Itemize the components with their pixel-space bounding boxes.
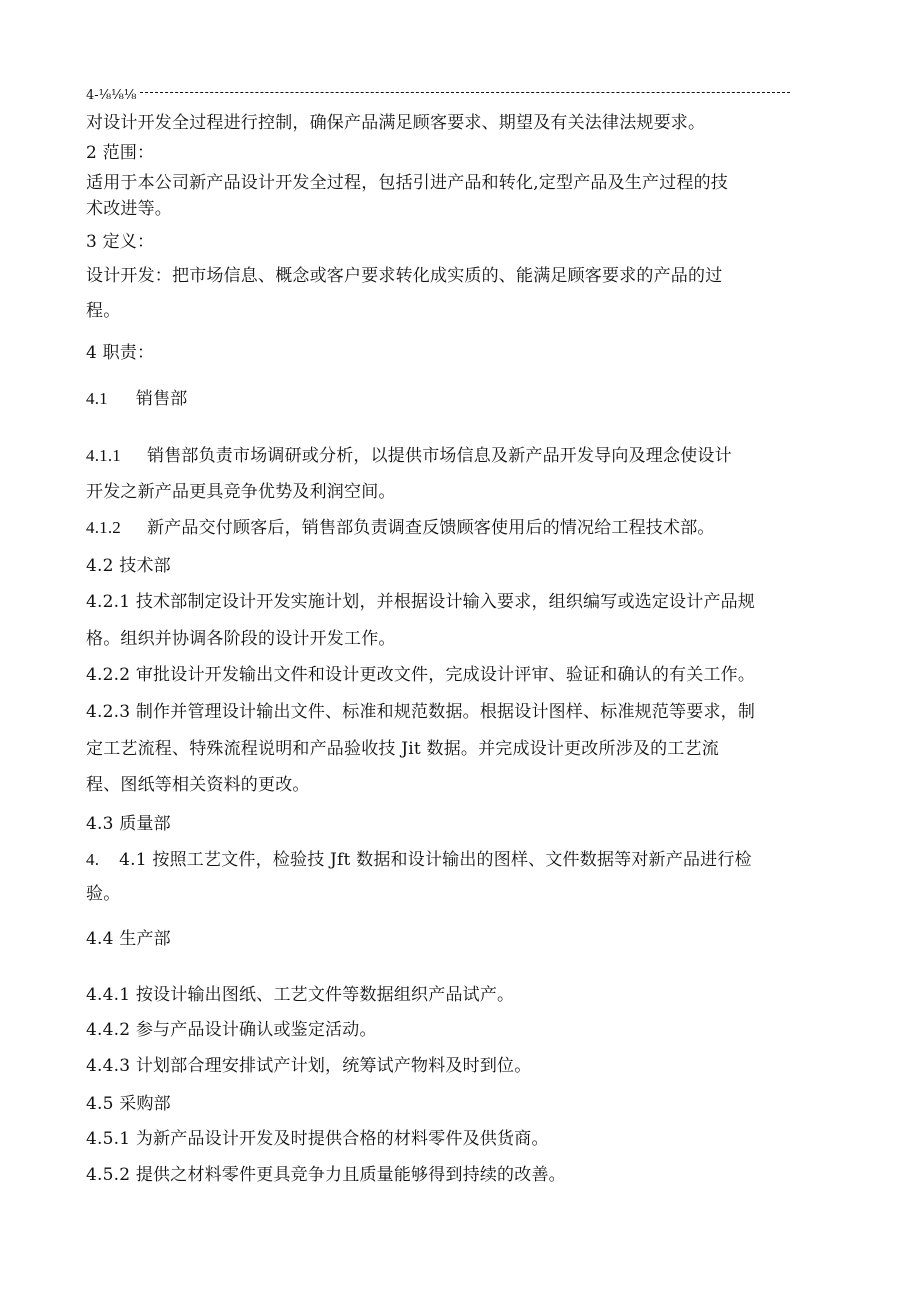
quality-item-1-line-2: 验。: [86, 884, 121, 904]
tech-item-2-line-1: 4.2.2 审批设计开发输出文件和设计更改文件，完成设计评审、验证和确认的有关工作。: [86, 665, 756, 685]
document-code: 4-⅛⅛⅛: [86, 88, 137, 103]
header-divider: [140, 92, 790, 93]
item-number: 4.: [86, 850, 100, 869]
quality-heading: 4.3 质量部: [86, 814, 171, 834]
sales-item-1-line-2: 开发之新产品更具竞争优势及利润空间。: [86, 482, 396, 502]
definition-heading: 3 定义：: [86, 232, 155, 252]
purpose-text: 对设计开发全过程进行控制，确保产品满足顾客要求、期望及有关法律法规要求。: [86, 113, 706, 133]
sales-item-2-line-1: [86, 517, 715, 539]
tech-item-3-line-1: 4.2.3 制作并管理设计输出文件、标准和规范数据。根据设计图样、标准规范等要求，制: [86, 702, 756, 722]
production-item-1: 4.4.1 按设计输出图纸、工艺文件等数据组织产品试产。: [86, 985, 515, 1005]
quality-item-1-line-1: [86, 849, 752, 871]
item-text: 新产品交付顾客后，销售部负责调查反馈顾客使用后的情况给工程技术部。: [147, 518, 715, 538]
sales-heading: [86, 388, 187, 410]
tech-item-1-line-2: 格。组织并协调各阶段的设计开发工作。: [86, 629, 396, 649]
tech-item-1-line-1: 4.2.1 技术部制定设计开发实施计划，并根据设计输入要求，组织编写或选定设计产品规: [86, 592, 756, 612]
production-item-3: 4.4.3 计划部合理安排试产计划，统筹试产物料及时到位。: [86, 1056, 532, 1076]
item-number: 4.1.1: [86, 446, 121, 465]
scope-text-line-1: 适用于本公司新产品设计开发全过程，包括引进产品和转化,定型产品及生产过程的技: [86, 173, 729, 193]
item-text: 销售部负责市场调研或分析，以提供市场信息及新产品开发导向及理念使设计: [147, 446, 732, 466]
scope-heading: 2 范围：: [86, 143, 155, 163]
item-number: 4.1.2: [86, 518, 121, 537]
tech-heading: 4.2 技术部: [86, 556, 171, 576]
purchasing-item-2: 4.5.2 提供之材料零件更具竞争力且质量能够得到持续的改善。: [86, 1165, 566, 1185]
section-title: 销售部: [135, 389, 188, 409]
item-text: 4.1 按照工艺文件，检验技 Jft 数据和设计输出的图样、文件数据等对新产品进行检: [119, 850, 752, 870]
tech-item-3-line-3: 程、图纸等相关资料的更改。: [86, 775, 310, 795]
definition-text-line-2: 程。: [86, 301, 121, 321]
production-heading: 4.4 生产部: [86, 929, 171, 949]
purchasing-heading: 4.5 采购部: [86, 1094, 171, 1114]
definition-text-line-1: 设计开发：把市场信息、概念或客户要求转化成实质的、能满足顾客要求的产品的过: [86, 266, 723, 286]
purchasing-item-1: 4.5.1 为新产品设计开发及时提供合格的材料零件及供货商。: [86, 1129, 549, 1149]
tech-item-3-line-2: 定工艺流程、特殊流程说明和产品验收技 Jit 数据。并完成设计更改所涉及的工艺流: [86, 739, 719, 759]
sales-item-1-line-1: [86, 445, 732, 467]
document-code-line: [86, 88, 790, 104]
scope-text-line-2: 术改进等。: [86, 199, 172, 219]
production-item-2: 4.4.2 参与产品设计确认或鉴定活动。: [86, 1020, 377, 1040]
duties-heading: 4 职责：: [86, 343, 155, 363]
section-number: 4.1: [86, 389, 108, 408]
